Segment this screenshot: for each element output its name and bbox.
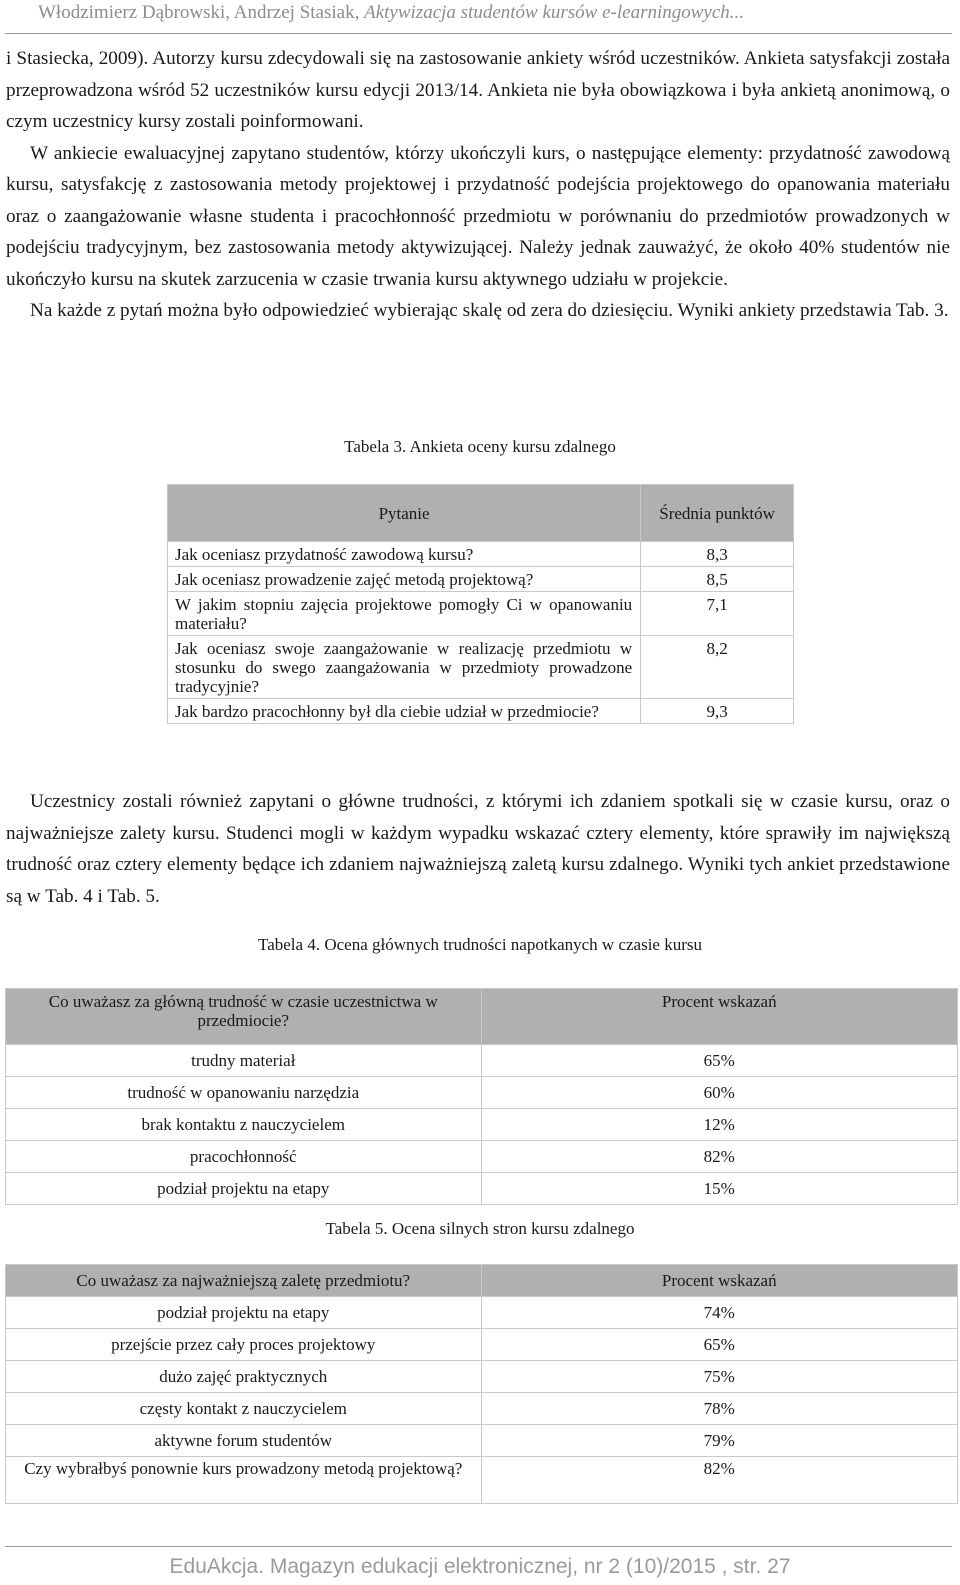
percent-cell: 82% [481, 1141, 957, 1173]
score-cell: 7,1 [641, 592, 794, 636]
table-4 [5, 988, 958, 1205]
table-row [6, 1141, 958, 1173]
percent-cell: 60% [481, 1077, 957, 1109]
table3-caption: Tabela 3. Ankieta oceny kursu zdalnego [344, 437, 616, 456]
score-cell: 8,3 [641, 542, 794, 567]
table4-caption: Tabela 4. Ocena głównych trudności napotkanych w czasie kursu [258, 935, 702, 954]
score-cell: 8,5 [641, 567, 794, 592]
table-row [168, 699, 794, 724]
item-cell: brak kontaktu z nauczycielem [6, 1109, 482, 1141]
item-cell: pracochłonność [6, 1141, 482, 1173]
percent-cell: 82% [481, 1457, 957, 1504]
item-cell: podział projektu na etapy [6, 1173, 482, 1205]
question-cell: W jakim stopniu zajęcia projektowe pomogły Ci w opanowaniu materiału? [168, 592, 641, 636]
score-cell: 8,2 [641, 636, 794, 699]
table-row [6, 1077, 958, 1109]
paragraph-4: Uczestnicy zostali również zapytani o główne trudności, z którymi ich zdaniem spotkali się w czasie kursu, oraz o najważniejsze zalety kursu. Studenci mogli w każdym wypadku wskazać cztery elementy, które sprawiły im największą trudność oraz cztery elementy będące ich zdaniem najważniejszą zaletą kursu zdalnego. Wyniki tych ankiet przedstawione są w Tab. 4 i Tab. 5. [6, 791, 950, 907]
item-cell: podział projektu na etapy [6, 1297, 482, 1329]
table-row [6, 1297, 958, 1329]
item-cell: przejście przez cały proces projektowy [6, 1329, 482, 1361]
percent-cell: 79% [481, 1425, 957, 1457]
percent-cell: 65% [481, 1329, 957, 1361]
table-header-row [6, 989, 958, 1045]
paragraph-2: W ankiecie ewaluacyjnej zapytano studentów, którzy ukończyli kurs, o następujące elementy: przydatność zawodową kursu, satysfakcję z zastosowania metody projektowej i przydatność podejścia projektowego do opanowania materiału oraz o zaangażowanie własne studenta i pracochłonność przedmiotu w porównaniu do przedmiotów prowadzonych w podejściu tradycyjnym, bez zastosowania metody aktywizującej. Należy jednak zauważyć, że około 40% studentów nie ukończyło kursu na skutek zarzucenia w czasie trwania kursu aktywnego udziału w projekcie. [6, 142, 950, 290]
percent-cell: 12% [481, 1109, 957, 1141]
column-header-percent: Procent wskazań [481, 1265, 957, 1297]
percent-cell: 75% [481, 1361, 957, 1393]
percent-cell: 15% [481, 1173, 957, 1205]
table-header-row [6, 1265, 958, 1297]
percent-cell: 74% [481, 1297, 957, 1329]
table-row [6, 1173, 958, 1205]
table-row [6, 1109, 958, 1141]
table-row [168, 567, 794, 592]
header-authors: Włodzimierz Dąbrowski, Andrzej Stasiak, [38, 2, 360, 23]
percent-cell: 65% [481, 1045, 957, 1077]
running-header-text [38, 2, 744, 24]
header-article-title: Aktywizacja studentów kursów e-learningowych... [364, 2, 745, 23]
column-header-strength: Co uważasz za najważniejszą zaletę przedmiotu? [6, 1265, 482, 1297]
middle-text [6, 786, 950, 912]
intro-text [6, 43, 950, 327]
score-cell: 9,3 [641, 699, 794, 724]
table-row [6, 1457, 958, 1504]
table-row [168, 592, 794, 636]
item-cell: Czy wybrałbyś ponownie kurs prowadzony metodą projektową? [6, 1457, 482, 1504]
table5-caption: Tabela 5. Ocena silnych stron kursu zdalnego [325, 1219, 635, 1238]
table-5 [5, 1264, 958, 1504]
column-header-percent: Procent wskazań [481, 989, 957, 1045]
table-row [6, 1425, 958, 1457]
percent-cell: 78% [481, 1393, 957, 1425]
table-row [6, 1361, 958, 1393]
question-cell: Jak oceniasz przydatność zawodową kursu? [168, 542, 641, 567]
header-rule [5, 33, 952, 34]
item-cell: trudny materiał [6, 1045, 482, 1077]
column-header-difficulty: Co uważasz za główną trudność w czasie uczestnictwa w przedmiocie? [6, 989, 482, 1045]
footer-text: EduAkcja. Magazyn edukacji elektronicznej, nr 2 (10)/2015 , str. 27 [169, 1555, 791, 1578]
table-row [6, 1393, 958, 1425]
page-footer [0, 1555, 960, 1579]
question-cell: Jak oceniasz swoje zaangażowanie w realizację przedmiotu w stosunku do swego zaangażowania w przedmioty prowadzone tradycyjnie? [168, 636, 641, 699]
table-3 [167, 484, 794, 724]
table-row [168, 636, 794, 699]
item-cell: dużo zajęć praktycznych [6, 1361, 482, 1393]
footer-rule [5, 1546, 952, 1547]
column-header-question: Pytanie [168, 485, 641, 542]
paragraph-1: i Stasiecka, 2009). Autorzy kursu zdecydowali się na zastosowanie ankiety wśród uczestników. Ankieta satysfakcji została przeprowadzona wśród 52 uczestników kursu edycji 2013/14. Ankieta nie była obowiązkowa i była ankietą anonimową, o czym uczestnicy kursy zostali poinformowani. [6, 48, 950, 132]
running-header [0, 0, 960, 30]
table-row [6, 1329, 958, 1361]
question-cell: Jak bardzo pracochłonny był dla ciebie udział w przedmiocie? [168, 699, 641, 724]
table-row [168, 542, 794, 567]
item-cell: częsty kontakt z nauczycielem [6, 1393, 482, 1425]
item-cell: aktywne forum studentów [6, 1425, 482, 1457]
question-cell: Jak oceniasz prowadzenie zajęć metodą projektową? [168, 567, 641, 592]
paragraph-3: Na każde z pytań można było odpowiedzieć wybierając skalę od zera do dziesięciu. Wyniki ankiety przedstawia Tab. 3. [30, 300, 949, 321]
item-cell: trudność w opanowaniu narzędzia [6, 1077, 482, 1109]
table-header-row [168, 485, 794, 542]
column-header-average: Średnia punktów [641, 485, 794, 542]
table-row [6, 1045, 958, 1077]
